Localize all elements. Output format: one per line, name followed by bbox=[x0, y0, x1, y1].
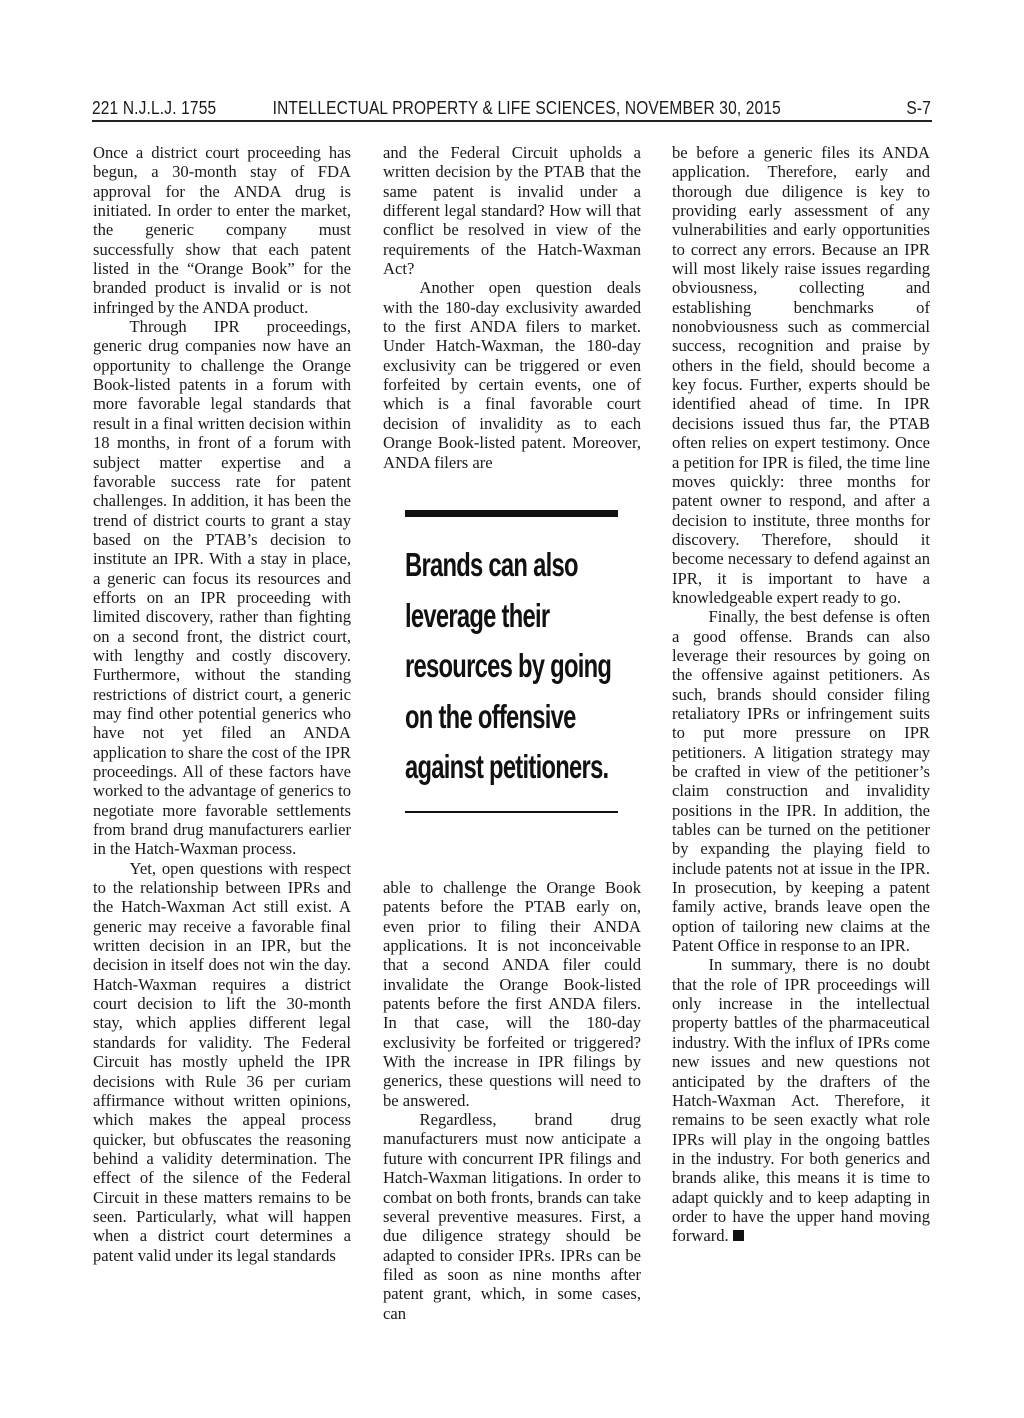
column-3 bbox=[672, 143, 930, 1246]
final-paragraph-text: In summary, there is no doubt that the role of IPR proceedings will only increase in the intellectual property battles of the pharmaceutical industry. With the influx of IPRs come new issues and new questions not anticipated by the drafters of the Hatch-Waxman Act. Therefore, it remains to be seen exactly what role IPRs will play in the ongoing battles in the industry. For both generics and brands alike, this means it is time to adapt quickly and to keep adapting in order to have the upper hand moving forward. bbox=[672, 955, 930, 1246]
section-title: INTELLECTUAL PROPERTY & LIFE SCIENCES, NOVEMBER 30, 2015 bbox=[272, 98, 781, 118]
paragraph: Regardless, brand drug manufacturers must now anticipate a future with concurrent IPR filings and Hatch-Waxman litigations. In order to combat on both fronts, brands can take several preventive measures. First, a due diligence strategy should be adapted to consider IPRs. IPRs can be filed as soon as nine months after patent grant, which, in some cases, can bbox=[383, 1110, 641, 1323]
pullquote-top-rule bbox=[405, 510, 618, 517]
paragraph: Finally, the best defense is often a good offense. Brands can also leverage their resources by going on the offensive against petitioners. As such, brands should consider filing retaliatory IPRs or infringement suits to put more pressure on IPR petitioners. A litigation strategy may be crafted in view of the petitioner’s claim construction and invalidity positions in the IPR. In addition, the tables can be turned on the petitioner by expanding the playing field to include patents not at issue in the IPR. In prosecution, by keeping a patent family active, brands leave open the option of tailoring new claims at the Patent Office in response to an IPR. bbox=[672, 607, 930, 956]
citation: 221 N.J.L.J. 1755 bbox=[92, 98, 217, 118]
pullquote-line: resources by going bbox=[405, 647, 612, 684]
pullquote-line: on the offensive bbox=[405, 697, 576, 735]
column-2-top bbox=[383, 143, 641, 472]
pullquote-line: Brands can also bbox=[405, 546, 578, 583]
end-mark-icon bbox=[733, 1230, 744, 1241]
pullquote bbox=[405, 540, 645, 793]
page-number: S-7 bbox=[906, 98, 932, 118]
header-rule bbox=[92, 120, 932, 122]
column-2-bottom bbox=[383, 878, 641, 1323]
paragraph: and the Federal Circuit upholds a written decision by the PTAB that the same patent is invalid under a different legal standard? How will that conflict be resolved in view of the requirements of the Hatch-Waxman Act? bbox=[383, 143, 641, 279]
paragraph: Another open question deals with the 180-day exclusivity awarded to the first ANDA filers to market. Under Hatch-Waxman, the 180-day exclusivity can be triggered or even forfeited by certain events, one of which is a final favorable court decision of invalidity as to each Orange Book-listed patent. Moreover, ANDA filers are bbox=[383, 278, 641, 472]
pullquote-line: against petitioners. bbox=[405, 748, 609, 785]
paragraph: Once a district court proceeding has begun, a 30-month stay of FDA approval for the ANDA drug is initiated. In order to enter the market, the generic company must successfully show that each patent listed in the “Orange Book” for the branded product is invalid or is not infringed by the ANDA product. bbox=[93, 143, 351, 317]
paragraph: Through IPR proceedings, generic drug companies now have an opportunity to challenge the Orange Book-listed patents in a forum with more favorable legal standards that result in a final written decision within 18 months, in front of a forum with subject matter expertise and a favorable success rate for patent challenges. In addition, it has been the trend of district courts to grant a stay based on the PTAB’s decision to institute an IPR. With a stay in place, a generic can focus its resources and efforts on an IPR proceeding with limited discovery, rather than fighting on a second front, the district court, with lengthy and costly discovery. Furthermore, without the standing restrictions of district court, a generic may find other potential generics who have not yet filed an ANDA application to share the cost of the IPR proceedings. All of these factors have worked to the advantage of generics to negotiate more favorable settlements from brand drug manufacturers earlier in the Hatch-Waxman process. bbox=[93, 317, 351, 859]
column-1 bbox=[93, 143, 351, 1265]
pullquote-bottom-rule bbox=[405, 811, 618, 813]
paragraph bbox=[672, 955, 930, 1245]
paragraph: able to challenge the Orange Book patents before the PTAB early on, even prior to filing their ANDA applications. It is not inconceivable that a second ANDA filer could invalidate the Orange Book-listed patents before the first ANDA filers. In that case, will the 180-day exclusivity be forfeited or triggered? With the increase in IPR filings by generics, these questions will need to be answered. bbox=[383, 878, 641, 1110]
paragraph: Yet, open questions with respect to the relationship between IPRs and the Hatch-Waxman Act still exist. A generic may receive a favorable final written decision in an IPR, but the decision in itself does not win the day. Hatch-Waxman requires a district court decision to lift the 30-month stay, which applies different legal standards for validity. The Federal Circuit has mostly upheld the IPR decisions with Rule 36 per curiam affirmance without written opinions, which makes the appeal process quicker, but obfuscates the reasoning behind a validity determination. The effect of the silence of the Federal Circuit in these matters remains to be seen. Particularly, what will happen when a district court determines a patent valid under its legal standards bbox=[93, 858, 351, 1265]
running-header bbox=[92, 92, 932, 122]
pullquote-line: leverage their bbox=[405, 596, 550, 634]
paragraph: be before a generic files its ANDA application. Therefore, early and thorough due diligence is key to providing early assessment of any vulnerabilities and early opportunities to correct any errors. Because an IPR will most likely raise issues regarding obviousness, collecting and establishing benchmarks of nonobviousness such as commercial success, recognition and praise by others in the field, should become a key focus. Further, experts should be identified ahead of time. In IPR decisions issued thus far, the PTAB often relies on expert testimony. Once a petition for IPR is filed, the time line moves quickly: three months for patent owner to respond, and after a decision to institute, three months for discovery. Therefore, should it become necessary to defend against an IPR, it is important to have a knowledgeable expert ready to go. bbox=[672, 143, 930, 607]
